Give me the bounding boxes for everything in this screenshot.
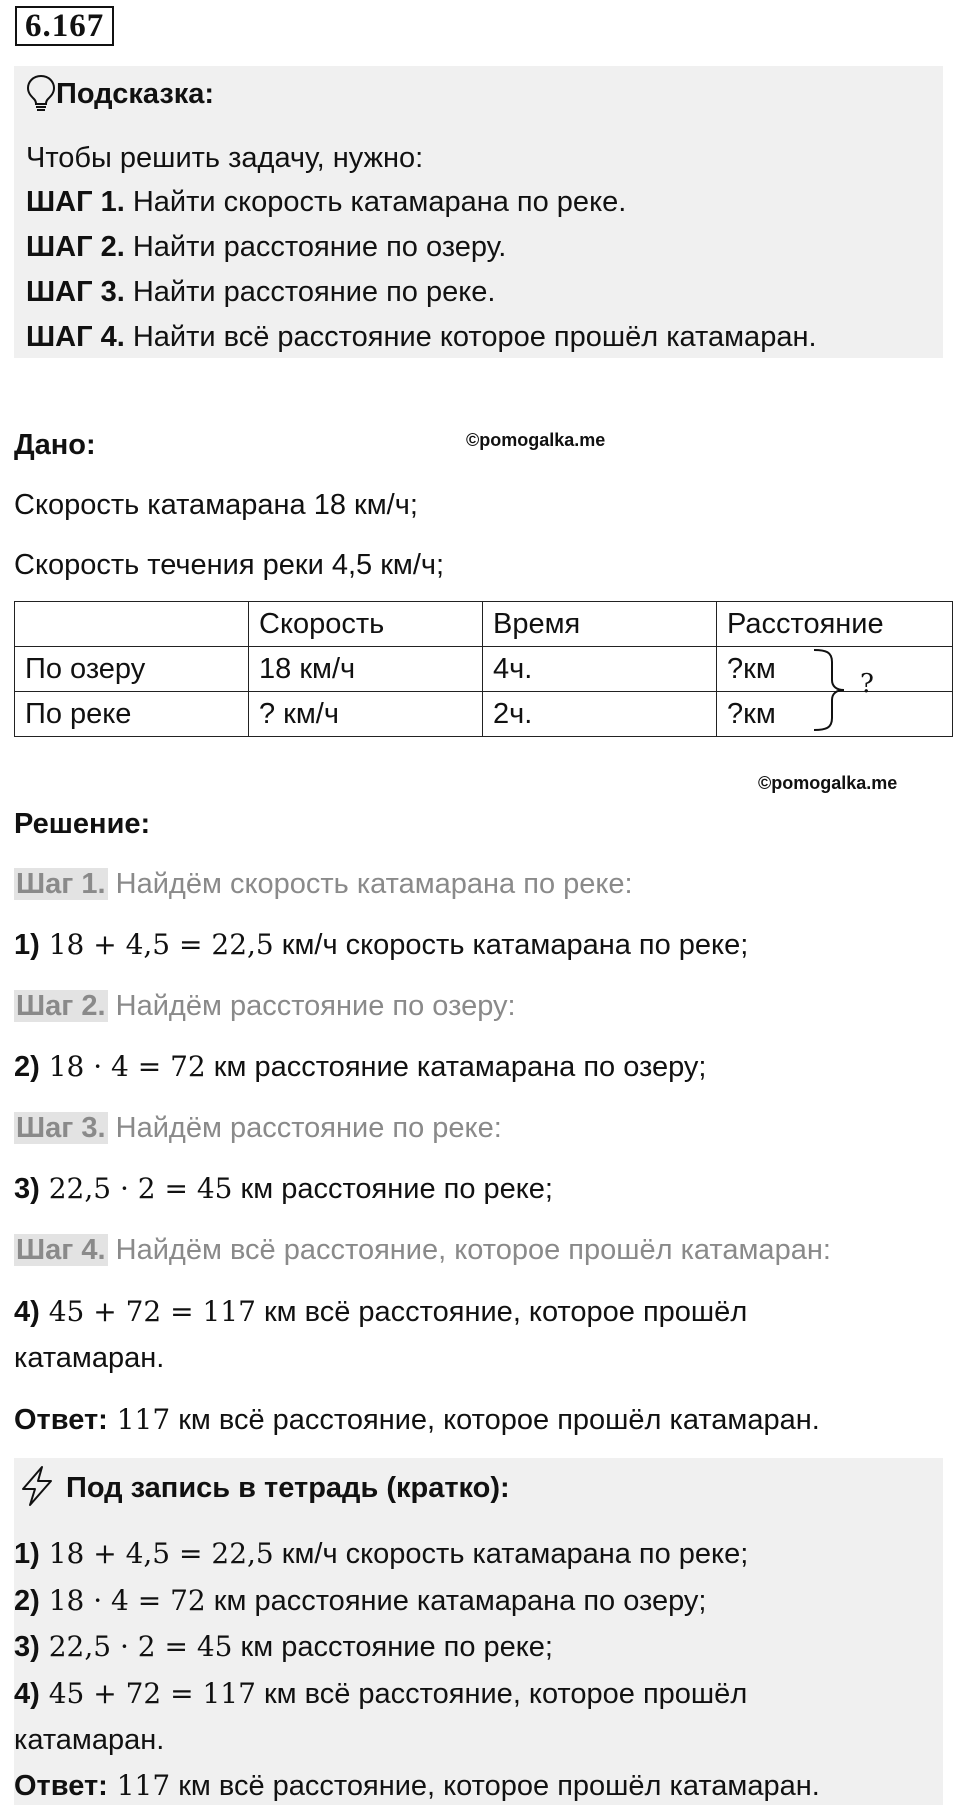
answer-text: км всё расстояние, которое прошёл катамаран.	[170, 1770, 820, 1802]
table-cell: ?км	[717, 692, 953, 737]
task-number: 6.167	[15, 6, 114, 46]
hint-step-text: Найти расстояние по озеру.	[124, 231, 507, 263]
line-number: 4)	[14, 1296, 40, 1328]
solution-step-heading	[14, 864, 633, 904]
brace-icon	[812, 646, 902, 734]
formula: 45 + 72 = 117	[39, 1295, 256, 1328]
formula: 22,5 · 2 = 45	[39, 1172, 233, 1205]
hint-step-text: Найти скорость катамарана по реке.	[124, 186, 627, 218]
hint-step	[26, 272, 495, 312]
line-number: 4)	[14, 1678, 40, 1710]
solution-line	[14, 1292, 747, 1332]
hint-step	[26, 182, 626, 222]
lightning-icon	[18, 1465, 56, 1507]
line-number: 1)	[14, 1538, 40, 1570]
answer-line	[14, 1400, 820, 1440]
notebook-title: Под запись в тетрадь (кратко):	[66, 1472, 510, 1504]
notebook-line	[14, 1627, 553, 1667]
table-cell: По озеру	[15, 647, 249, 692]
step-label: Шаг 1.	[16, 868, 106, 900]
solution-step-heading	[14, 1230, 831, 1270]
step-text: Найдём расстояние по озеру:	[107, 990, 516, 1022]
table-cell: 18 км/ч	[249, 647, 483, 692]
answer-value: 117	[107, 1769, 171, 1802]
watermark: ©pomogalka.me	[758, 773, 898, 793]
table-cell: ?км	[717, 647, 953, 692]
hint-title: Подсказка:	[56, 78, 215, 110]
table-cell: 4ч.	[483, 647, 717, 692]
line-text: км всё расстояние, которое прошёл	[255, 1678, 748, 1710]
step-label: Шаг 3.	[16, 1112, 106, 1144]
hint-step-label: ШАГ 1.	[26, 186, 125, 218]
formula: 18 + 4,5 = 22,5	[39, 1537, 274, 1570]
solution-line	[14, 925, 748, 965]
line-number: 2)	[14, 1051, 40, 1083]
hint-step	[26, 227, 506, 267]
line-text: км/ч скорость катамарана по реке;	[273, 1538, 749, 1570]
solution-step-heading	[14, 986, 516, 1026]
solution-title: Решение:	[14, 808, 151, 840]
given-line-speed: Скорость катамарана 18 км/ч;	[14, 489, 418, 521]
hint-step	[26, 317, 817, 357]
table-header-cell: Скорость	[249, 602, 483, 647]
given-line-current: Скорость течения реки 4,5 км/ч;	[14, 549, 445, 581]
formula: 18 + 4,5 = 22,5	[39, 928, 274, 961]
line-number: 2)	[14, 1585, 40, 1617]
step-text: Найдём скорость катамарана по реке:	[107, 868, 633, 900]
answer-label: Ответ:	[14, 1404, 108, 1436]
lightbulb-icon	[24, 73, 58, 113]
step-text: Найдём расстояние по реке:	[107, 1112, 502, 1144]
solution-step-heading	[14, 1108, 502, 1148]
solution-line	[14, 1047, 707, 1087]
line-text: км/ч скорость катамарана по реке;	[273, 929, 749, 961]
line-text: км расстояние по реке;	[232, 1173, 553, 1205]
table-header-cell	[15, 602, 249, 647]
line-number: 3)	[14, 1631, 40, 1663]
line-text: км расстояние катамарана по озеру;	[205, 1051, 707, 1083]
step-label: Шаг 4.	[16, 1234, 106, 1266]
answer-label: Ответ:	[14, 1770, 108, 1802]
table-cell: По реке	[15, 692, 249, 737]
hint-step-label: ШАГ 2.	[26, 231, 125, 263]
table-cell: ? км/ч	[249, 692, 483, 737]
solution-line	[14, 1169, 553, 1209]
line-text: км расстояние по реке;	[232, 1631, 553, 1663]
formula: 18 · 4 = 72	[39, 1584, 206, 1617]
table-cell: 2ч.	[483, 692, 717, 737]
line-text: км расстояние катамарана по озеру;	[205, 1585, 707, 1617]
notebook-line	[14, 1674, 747, 1714]
step-label: Шаг 2.	[16, 990, 106, 1022]
answer-line	[14, 1766, 820, 1806]
table-header-cell: Время	[483, 602, 717, 647]
formula: 45 + 72 = 117	[39, 1677, 256, 1710]
notebook-line-continued: катамаран.	[14, 1724, 165, 1756]
brace-label: ?	[860, 669, 874, 699]
step-text: Найдём всё расстояние, которое прошёл катамаран:	[107, 1234, 831, 1266]
notebook-line	[14, 1581, 707, 1621]
hint-step-text: Найти всё расстояние которое прошёл катамаран.	[124, 321, 817, 353]
hint-step-label: ШАГ 4.	[26, 321, 125, 353]
table-header-row	[15, 602, 953, 647]
watermark: ©pomogalka.me	[466, 430, 606, 450]
notebook-line	[14, 1534, 748, 1574]
solution-line-continued: катамаран.	[14, 1342, 165, 1374]
answer-value: 117	[107, 1403, 171, 1436]
hint-intro: Чтобы решить задачу, нужно:	[26, 142, 424, 174]
hint-step-label: ШАГ 3.	[26, 276, 125, 308]
answer-text: км всё расстояние, которое прошёл катамаран.	[170, 1404, 820, 1436]
hint-step-text: Найти расстояние по реке.	[124, 276, 496, 308]
given-title: Дано:	[14, 429, 96, 461]
line-number: 3)	[14, 1173, 40, 1205]
formula: 22,5 · 2 = 45	[39, 1630, 233, 1663]
table-header-cell: Расстояние	[717, 602, 953, 647]
formula: 18 · 4 = 72	[39, 1050, 206, 1083]
line-number: 1)	[14, 929, 40, 961]
line-text: км всё расстояние, которое прошёл	[255, 1296, 748, 1328]
